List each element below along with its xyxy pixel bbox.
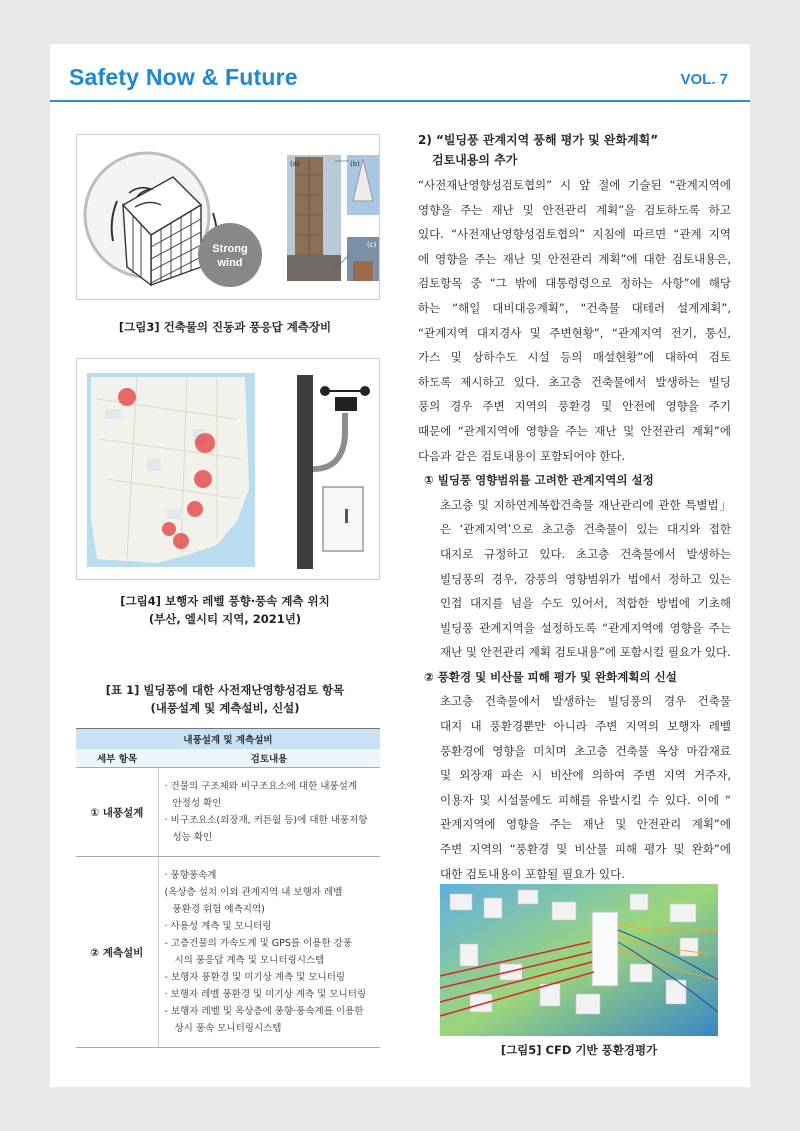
building-vibration-illustration [77, 135, 380, 300]
text-line: 풍환경에 영향을 미치며 초고층 건축물 옥상 마감재료 [440, 743, 731, 758]
volume-label: VOL. 7 [680, 71, 728, 88]
item1-title: ① 빌딩풍 영향범위를 고려한 관계지역의 설정 [424, 473, 654, 488]
text-line: 에 영향을 주는 재난 및 안전관리 계획”에 대한 검토내용은, [418, 251, 731, 266]
table1-title-line1: [표 1] 빌딩풍에 대한 사전재난영향성검토 항목 [105, 683, 345, 697]
figure5-image [440, 884, 718, 1036]
content-line: 안정성 확인 [172, 798, 222, 809]
content-line: 성능 확인 [172, 832, 213, 843]
photo-tag-c: (c) [367, 241, 377, 249]
wind-label-strong: Strong [212, 243, 248, 255]
row-content [158, 768, 380, 857]
right-column [418, 130, 731, 886]
content-line: · 보행자 레벨 풍환경 및 미기상 계측 및 모니터링 [164, 989, 367, 1000]
text-line: 주변 지역의 “풍환경 및 비산물 피해 평가 및 완화”에 [440, 842, 731, 857]
item2-title: ② 풍환경 및 비산물 피해 평가 및 완화계획의 신설 [424, 669, 677, 684]
content-line: 풍환경 위험 예측지역) [172, 904, 265, 915]
text-line: 하도록 제시하고 있다. 초고층 건축물에서 발생하는 빌딩 [418, 374, 731, 389]
table1 [76, 728, 380, 1048]
item1-body [418, 493, 731, 665]
table-row [76, 768, 380, 857]
table-row [76, 857, 380, 1048]
table-group-header: 내풍설계 및 계측설비 [76, 729, 380, 749]
figure3-caption: [그림3] 건축물의 진동과 풍응답 계측장비 [118, 320, 332, 334]
content-line: · 건물의 구조체와 비구조요소에 대한 내풍설계 [164, 781, 357, 792]
section-title: 2) “빌딩풍 관계지역 풍해 평가 및 완화계획” [418, 133, 659, 147]
text-line: 인접 대지를 넘을 수도 있어서, 적합한 방법에 기초해 [440, 596, 731, 611]
text-line: 은 ‘관계지역’으로 초고층 건축물이 있는 대지와 접한 [440, 522, 731, 537]
text-line: 및 외장재 파손 시 비산에 의하여 주변 지역 거주자, [440, 768, 731, 783]
figure4-caption-line1: [그림4] 보행자 레벨 풍향·풍속 계측 위치 [120, 594, 330, 608]
content-line: · 비구조요소(외장재, 커튼월 등)에 대한 내풍저항 [164, 815, 368, 826]
brand-title: Safety Now & Future [69, 64, 298, 90]
text-line: “관계지역 대지경사 및 주변현황”, “관계지역 전기, 통신, [418, 325, 731, 340]
text-line: 가스 및 상하수도 시설 등의 매설현황”에 대하여 검토 [418, 350, 731, 365]
text-line: 검토항목 중 “그 밖에 대통령령으로 정하는 사항”에 해당 [418, 276, 731, 291]
photo-tag-a: (a) [290, 160, 300, 168]
text-line: 있다. “사전재난영향성검토협의” 지침에 따르면 “관계 지역 [418, 227, 731, 242]
text-line: 빌딩풍 관계지역을 설정하도록 “관계지역에 영향을 주는 [440, 620, 731, 635]
cfd-simulation-render [440, 884, 718, 1036]
photo-tag-b: (b) [350, 160, 360, 168]
content-line: 시의 풍응답 계측 및 모니터링시스템 [174, 955, 325, 966]
content-line: · 사용성 계측 및 모니터링 [164, 921, 272, 932]
text-line: “사전재난영향성검토협의” 시 앞 절에 기술된 “관계지역에 [418, 178, 731, 192]
row-category: ② 계측설비 [76, 857, 158, 1048]
content-line: - 보행자 레벨 및 옥상층에 풍향·풍속계를 이용한 [164, 1006, 364, 1017]
page-header [50, 44, 750, 102]
text-line: 대한 검토내용이 포함될 필요가 있다. [440, 866, 625, 881]
content-line: - 고층건물의 가속도계 및 GPS를 이용한 강풍 [164, 938, 352, 949]
figure3-image [76, 134, 380, 300]
text-line: 대지로 규정하고 있다. 초고층 건축물에서 발생하는 [440, 546, 731, 561]
text-line: 빌딩풍의 경우, 강풍의 영향범위가 법에서 정하고 있는 [440, 571, 731, 586]
item2-body [418, 689, 731, 886]
document-page [50, 44, 750, 1087]
content-line: (옥상층 설치 이외 관계지역 내 보행자 레벨 [164, 887, 343, 898]
text-line: 초고층 및 지하연계복합건축물 재난관리에 관한 특별법」 [440, 497, 731, 512]
table1-title-line2: (내풍설계 및 계측설비, 신설) [150, 701, 300, 715]
text-line: 때문에 “관계지역에 영향을 주는 재난 및 안전관리 계획”에 [418, 423, 731, 438]
figure4-caption-line2: (부산, 엘시티 지역, 2021년) [148, 612, 302, 626]
text-line: 이용자 및 시설물에도 피해를 유발시킬 수 있다. 이에 “ [440, 792, 731, 807]
text-line: 초고층 건축물에서 발생하는 빌딩풍의 경우 건축물 [440, 694, 731, 709]
content-line: · 풍향풍속계 [164, 870, 217, 881]
text-line: 관계지역에 영향을 주는 재난 및 안전관리 계획”에 [440, 817, 731, 832]
content-line: 상시 풍속 모니터링시스템 [174, 1023, 282, 1034]
content-line: - 보행자 풍환경 및 미기상 계측 및 모니터링 [164, 972, 346, 983]
wind-label-wind: wind [217, 257, 243, 269]
text-line: 하는 “해일 대비대응계획”, “건축물 대테러 설계계획”, [418, 300, 731, 315]
row-content [158, 857, 380, 1048]
intro-paragraph [418, 173, 731, 468]
figure5-caption: [그림5] CFD 기반 풍환경평가 [500, 1043, 658, 1057]
col-header-category: 세부 항목 [76, 749, 158, 768]
measurement-location-map [77, 359, 380, 580]
text-line: 영향을 주는 재난 및 안전관리 계획”을 검토하도록 하고 [418, 202, 731, 217]
figure4-image [76, 358, 380, 580]
row-category: ① 내풍설계 [76, 768, 158, 857]
text-line: 다음과 같은 검토내용이 포함되어야 한다. [418, 448, 626, 463]
text-line: 대지 내 풍환경뿐만 아니라 주변 지역의 보행자 레벨 [440, 719, 731, 734]
section-subtitle: 검토내용의 추가 [432, 153, 518, 167]
col-header-content: 검토내용 [158, 749, 380, 768]
text-line: 풍의 경우 주변 지역의 풍환경 및 안전에 영향을 주기 [418, 399, 731, 414]
text-line: 재난 및 안전관리 계획 검토내용”에 포함시킬 필요가 있다. [440, 645, 731, 660]
